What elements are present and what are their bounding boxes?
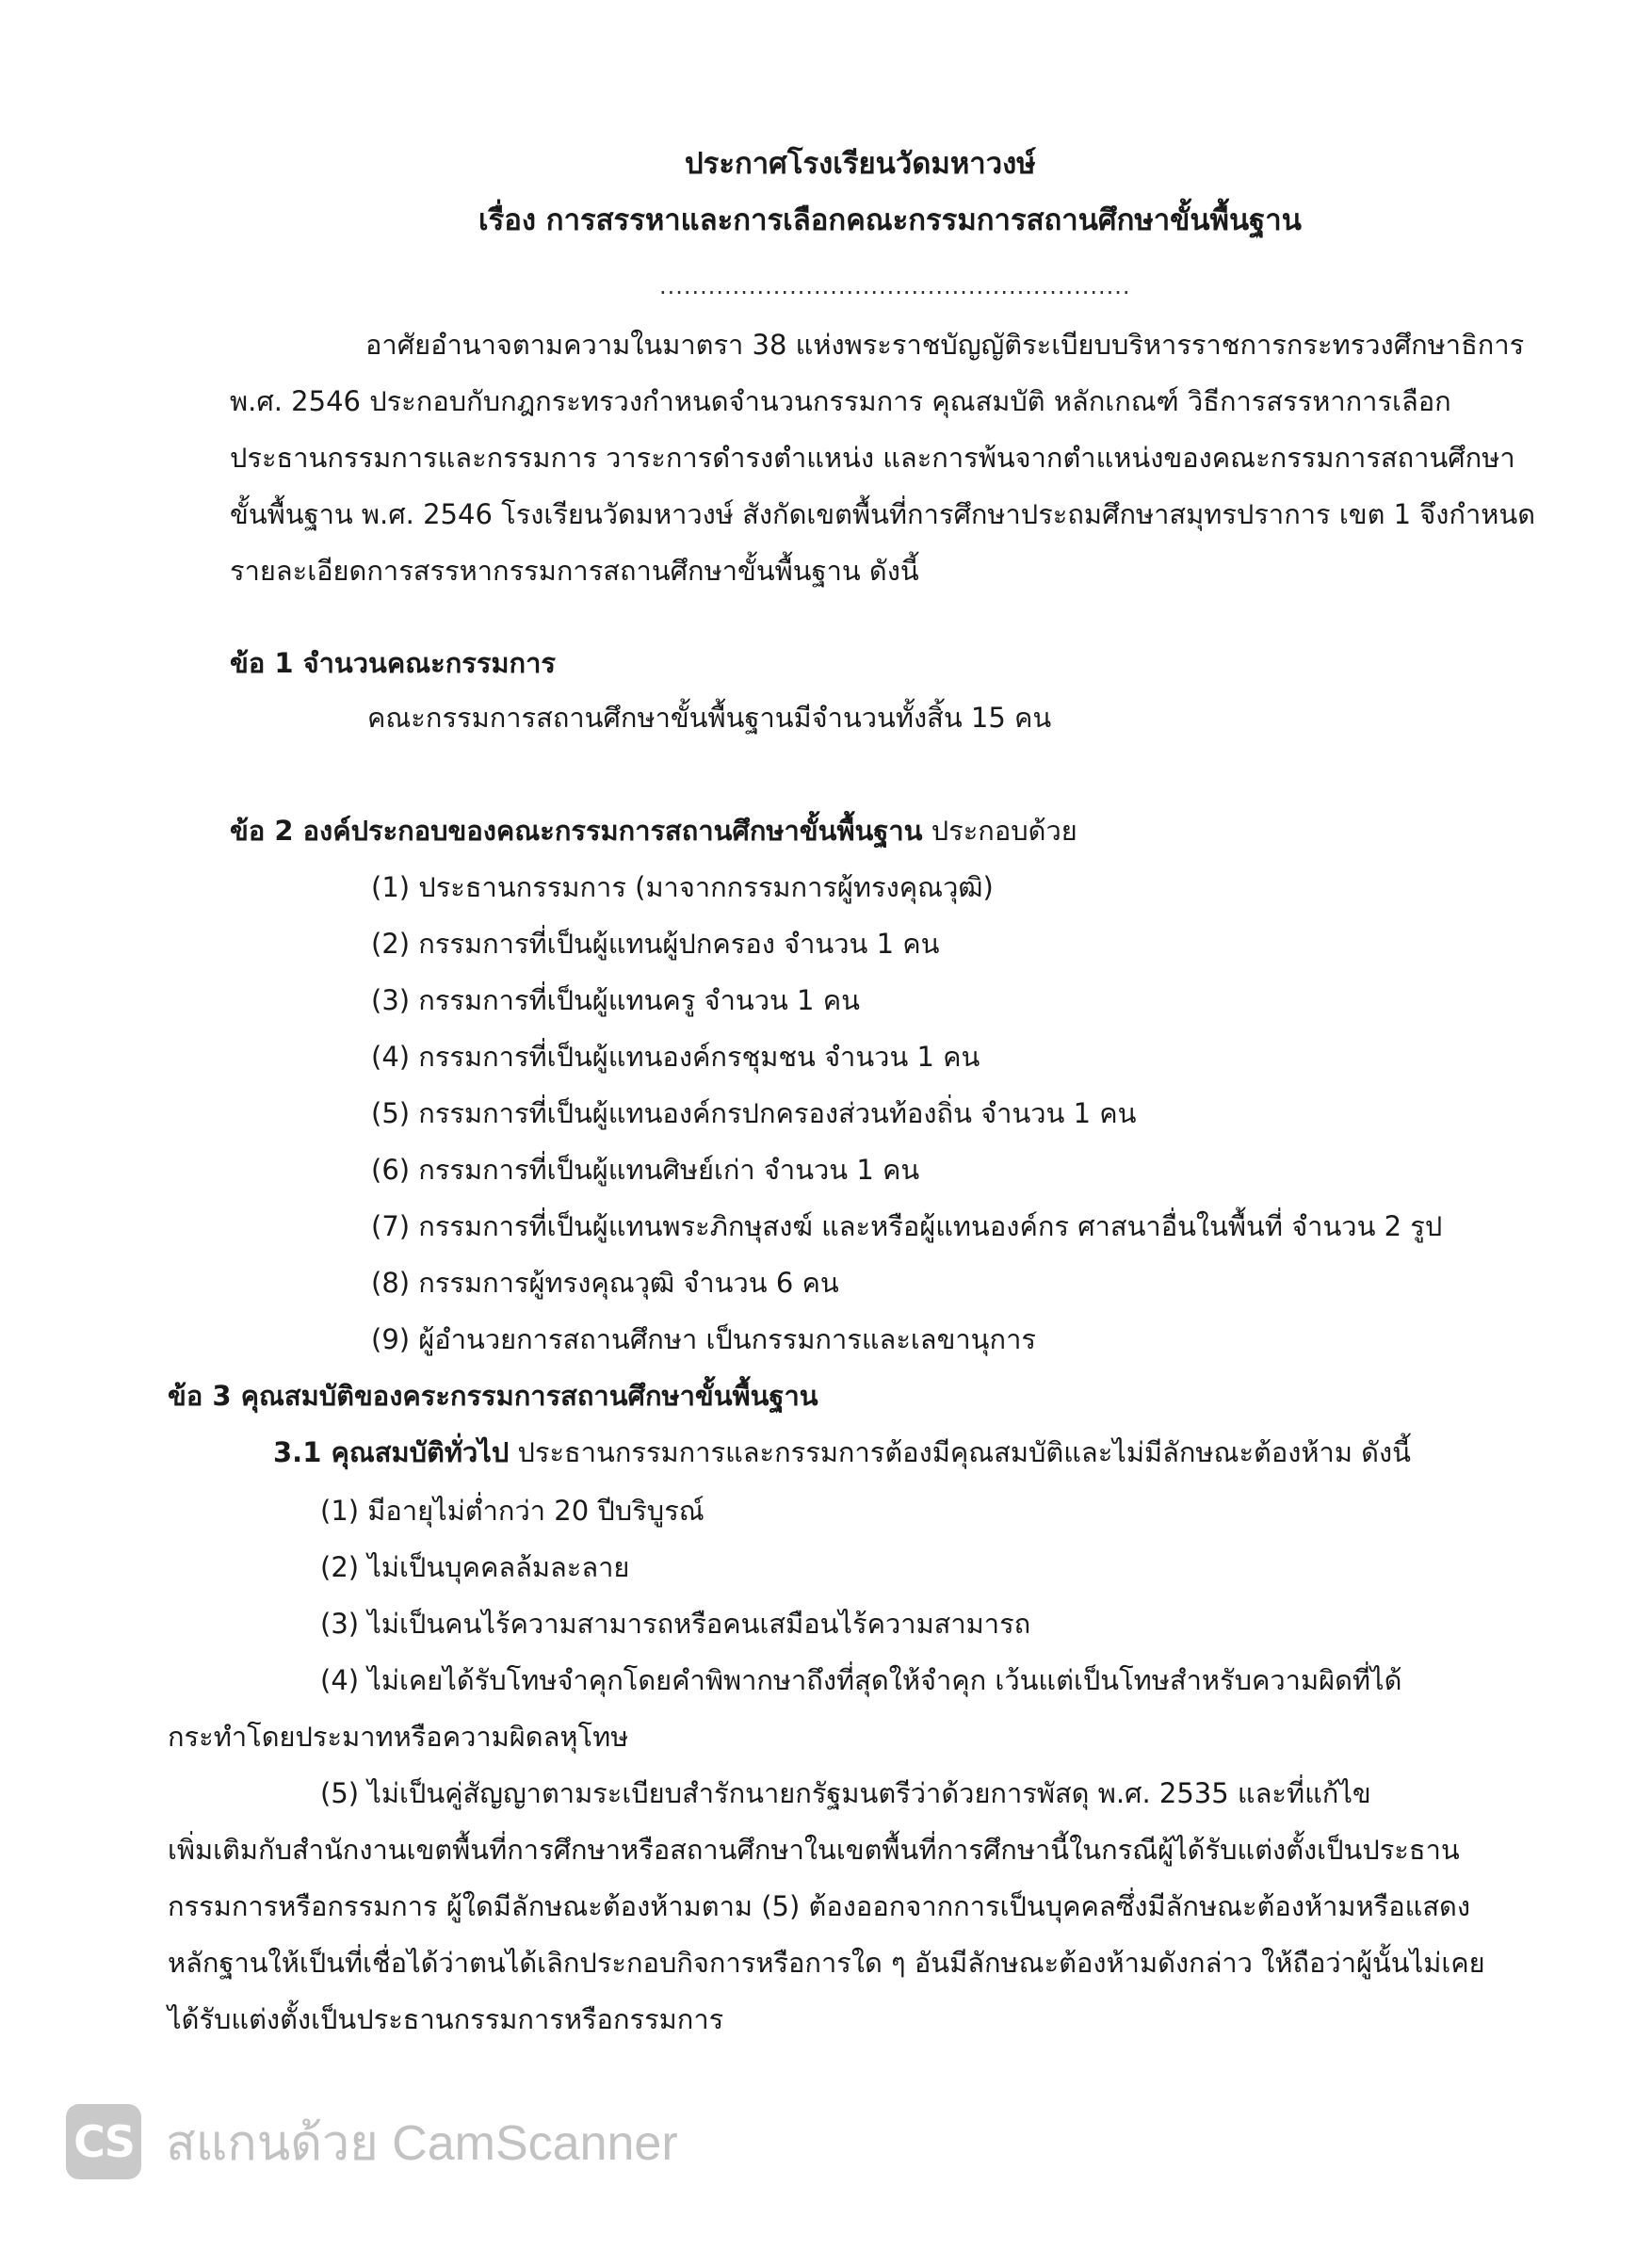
section3-sub-heading: 3.1 คุณสมบัติทั่วไป — [273, 1436, 510, 1468]
title-separator: .......................................................... — [659, 273, 1131, 299]
section3-heading: ข้อ 3 คุณสมบัติของคระกรรมการสถานศึกษาขั้นพื้นฐาน — [168, 1380, 818, 1412]
camscanner-watermark — [66, 2096, 678, 2187]
section3-sub-text: ประธานกรรมการและกรรมการต้องมีคุณสมบัติและไม่มีลักษณะต้องห้าม ดังนี้ — [517, 1436, 1411, 1468]
list-item: (1) ประธานกรรมการ (มาจากกรรมการผู้ทรงคุณวุฒิ) — [371, 871, 994, 903]
list-item: (4) ไม่เคยได้รับโทษจำคุกโดยคำพิพากษาถึงที่สุดให้จำคุก เว้นแต่เป็นโทษสำหรับความผิดที่ได้ — [320, 1664, 1402, 1696]
list-item: (5) ไม่เป็นคู่สัญญาตามระเบียบสำรักนายกรัฐมนตรีว่าด้วยการพัสดุ พ.ศ. 2535 และที่แก้ไข — [320, 1777, 1371, 1809]
camscanner-logo-icon: CS — [66, 2104, 141, 2179]
watermark-text: สแกนด้วย CamScanner — [166, 2115, 678, 2171]
paragraph-line: กรรมการหรือกรรมการ ผู้ใดมีลักษณะต้องห้ามตาม (5) ต้องออกจากการเป็นบุคคลซึ่งมีลักษณะต้องห้ามหรือแสดง — [168, 1890, 1471, 1922]
section2-heading-suffix: ประกอบด้วย — [931, 815, 1077, 847]
intro-line: อาศัยอำนาจตามความในมาตรา 38 แห่งพระราชบัญญัติระเบียบบริหารราชการกระทรวงศึกษาธิการ — [365, 329, 1525, 361]
section2-heading-line — [230, 810, 1077, 851]
intro-line: ประธานกรรมการและกรรมการ วาระการดำรงตำแหน่ง และการพ้นจากตำแหน่งของคณะกรรมการสถานศึกษา — [230, 442, 1515, 474]
list-item: (3) ไม่เป็นคนไร้ความสามารถหรือคนเสมือนไร้ความสามารถ — [320, 1608, 1031, 1640]
page-subtitle: เรื่อง การสรรหาและการเลือกคณะกรรมการสถานศึกษาขั้นพื้นฐาน — [478, 203, 1302, 237]
list-item: (9) ผู้อำนวยการสถานศึกษา เป็นกรรมการและเลขานุการ — [371, 1323, 1036, 1355]
list-item: (2) ไม่เป็นบุคคลล้มละลาย — [320, 1551, 630, 1583]
page-title: ประกาศโรงเรียนวัดมหาวงษ์ — [685, 147, 1036, 181]
section1-heading: ข้อ 1 จำนวนคณะกรรมการ — [230, 647, 556, 679]
list-item: (5) กรรมการที่เป็นผู้แทนองค์กรปกครองส่วนท้องถิ่น จำนวน 1 คน — [371, 1097, 1137, 1129]
list-item: (8) กรรมการผู้ทรงคุณวุฒิ จำนวน 6 คน — [371, 1267, 839, 1299]
paragraph-line: เพิ่มเติมกับสำนักงานเขตพื้นที่การศึกษาหรือสถานศึกษาในเขตพื้นที่การศึกษานี้ในกรณีผู้ได้รับแต่งตั้งเป็นประธาน — [168, 1834, 1460, 1866]
intro-line: พ.ศ. 2546 ประกอบกับกฎกระทรวงกำหนดจำนวนกรรมการ คุณสมบัติ หลักเกณฑ์ วิธีการสรรหาการเลือก — [230, 385, 1451, 417]
section3-sub-line — [273, 1432, 1411, 1473]
intro-line: ขั้นพื้นฐาน พ.ศ. 2546 โรงเรียนวัดมหาวงษ์ สังกัดเขตพื้นที่การศึกษาประถมศึกษาสมุทรปราการ เขต 1 จึงกำหนด — [230, 498, 1536, 530]
list-item: (3) กรรมการที่เป็นผู้แทนครู จำนวน 1 คน — [371, 984, 860, 1016]
list-item: (1) มีอายุไม่ต่ำกว่า 20 ปีบริบูรณ์ — [320, 1495, 705, 1527]
paragraph-line: ได้รับแต่งตั้งเป็นประธานกรรมการหรือกรรมการ — [168, 2003, 724, 2035]
paragraph-line: หลักฐานให้เป็นที่เชื่อได้ว่าตนได้เลิกประกอบกิจการหรือการใด ๆ อันมีลักษณะต้องห้ามดังกล่าว ให้ถือว่าผู้นั้นไม่เคย — [168, 1947, 1485, 1979]
section1-text: คณะกรรมการสถานศึกษาขั้นพื้นฐานมีจำนวนทั้งสิ้น 15 คน — [367, 702, 1052, 734]
paragraph-line: กระทำโดยประมาทหรือความผิดลหุโทษ — [168, 1721, 629, 1753]
list-item: (4) กรรมการที่เป็นผู้แทนองค์กรชุมชน จำนวน 1 คน — [371, 1041, 980, 1073]
list-item: (2) กรรมการที่เป็นผู้แทนผู้ปกครอง จำนวน 1 คน — [371, 928, 940, 960]
section2-heading: ข้อ 2 องค์ประกอบของคณะกรรมการสถานศึกษาขั้นพื้นฐาน — [230, 815, 923, 847]
intro-line: รายละเอียดการสรรหากรรมการสถานศึกษาขั้นพื้นฐาน ดังนี้ — [230, 555, 919, 587]
list-item: (7) กรรมการที่เป็นผู้แทนพระภิกษุสงฆ์ และหรือผู้แทนองค์กร ศาสนาอื่นในพื้นที่ จำนวน 2 รูป — [371, 1210, 1443, 1242]
list-item: (6) กรรมการที่เป็นผู้แทนศิษย์เก่า จำนวน 1 คน — [371, 1154, 920, 1186]
